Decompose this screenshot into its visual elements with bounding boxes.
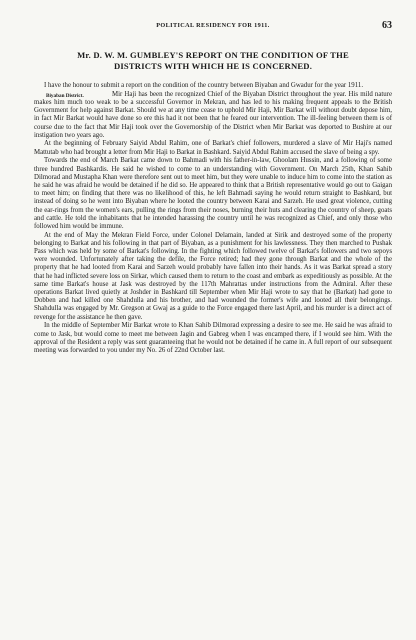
report-title	[34, 50, 392, 72]
running-header	[34, 22, 392, 34]
paragraph-1: I have the honour to submit a report on the condition of the country between Biyaban and Gwadur for the year 1911.	[44, 82, 364, 89]
paragraph-2: Mir Haji has been the recognized Chief of the Biyaban District throughout the year. His mild nature makes him much too weak to be a successful Governor in Mekran, and has led to his making frequent appeals to the British Government for help against Barkat. Should we at any time cease to uphold Mir Haji, Mir Barkat will without doubt depose him, in fact Mir Barkat would have done so ere this had it not been that he feared our intervention. The ill-feeling between them is of course due to the fact that Mir Haji took over the Governorship of the District when Mir Barkat was deported to Bushire at our instigation two years ago.	[34, 90, 392, 139]
report-title-line-2: DISTRICTS WITH WHICH HE IS CONCERNED.	[113, 61, 313, 71]
page-number: 63	[382, 20, 392, 31]
paragraph-6: In the middle of September Mir Barkat wrote to Khan Sahib Dilmorad expressing a desire to see me. He said he was afraid to come to Jask, but would come to meet me between Jagin and Gabreg when I was encamped there, if I would see him. With the approval of the Resident a reply was sent guaranteeing that he would not be detained if he came in. A full report of our subsequent meeting was forwarded to you under my No. 26 of 22nd October last.	[34, 322, 392, 354]
paragraph-3: At the beginning of February Saiyid Abdul Rahim, one of Barkat's chief followers, murdered a slave of Mir Haji's named Mattutab who had brought a letter from Mir Haji to Barkat in Bashkard. Saiyid Abdul Rahim accused the slave of being a spy.	[34, 140, 392, 156]
paragraph-4: Towards the end of March Barkat came down to Bahmadi with his father-in-law, Ghoolam Hussin, and a following of some three hundred Bashkardis. He said he wished to come to an understanding with Government. On March 25th, Khan Sahib Dilmorad and Mustapha Khan were therefore sent out to meet him, but they were unable to induce him to come into the station as he said he was afraid he would be detained if he did so. He appeared to think that a British representative would go out to Gaigan to meet him; on finding that there was no likelihood of this, he left Bahmadi saying he would return straight to Bashkard, but instead of doing so he went into Biyaban where he looted the country between Karai and Sarzeh. He used great violence, cutting the ear-rings from the women's ears, pulling the rings from their noses, burning their huts and clearing the country of sheep, goats and cattle. He told the inhabitants that he intended harassing the country until he was recognized as Chief, and only those who followed him would be immune.	[34, 157, 392, 230]
margin-note: Biyaban District.	[46, 92, 84, 99]
report-title-line-1: Mr. D. W. M. GUMBLEY'S REPORT ON THE CONDITION OF THE	[77, 50, 349, 60]
running-title: POLITICAL RESIDENCY FOR 1911.	[156, 22, 270, 29]
paragraph-5: At the end of May the Mekran Field Force, under Colonel Delamain, landed at Sirik and destroyed some of the property belonging to Barkat and his following in that part of Biyaban, as a punishment for his lawlessness. They then marched to Pushak Pass which was held by some of Barkat's following. In the fighting which followed twelve of Barkat's followers and two sepoys were wounded. Unfortunately after taking the defile, the Force retired; had they gone through Barkat and the whole of the property that he had looted from Karai and Sarzeh would probably have fallen into their hands. As it was Barkat spread a story that he had inflicted severe loss on Sirkar, which caused them to return to the coast and embark as expeditiously as possible. At the same time Barkat's house at Jask was destroyed by the 117th Mahrattas under instructions from the Admiral. After these operations Barkat lived quietly at Joshder in Bashkard till September when Mir Haji wrote to say that he (Barkat) had gone to Dobben and had killed one Shahdulla and his brother, and had wounded the former's wife and looted all their belongings. Shahdulla was engaged by Mr. Gregson at Gwaj as a guide to the Force engaged there last April, and his murder is a direct act of revenge for the assistance he then gave.	[34, 231, 392, 321]
report-body	[34, 82, 392, 356]
